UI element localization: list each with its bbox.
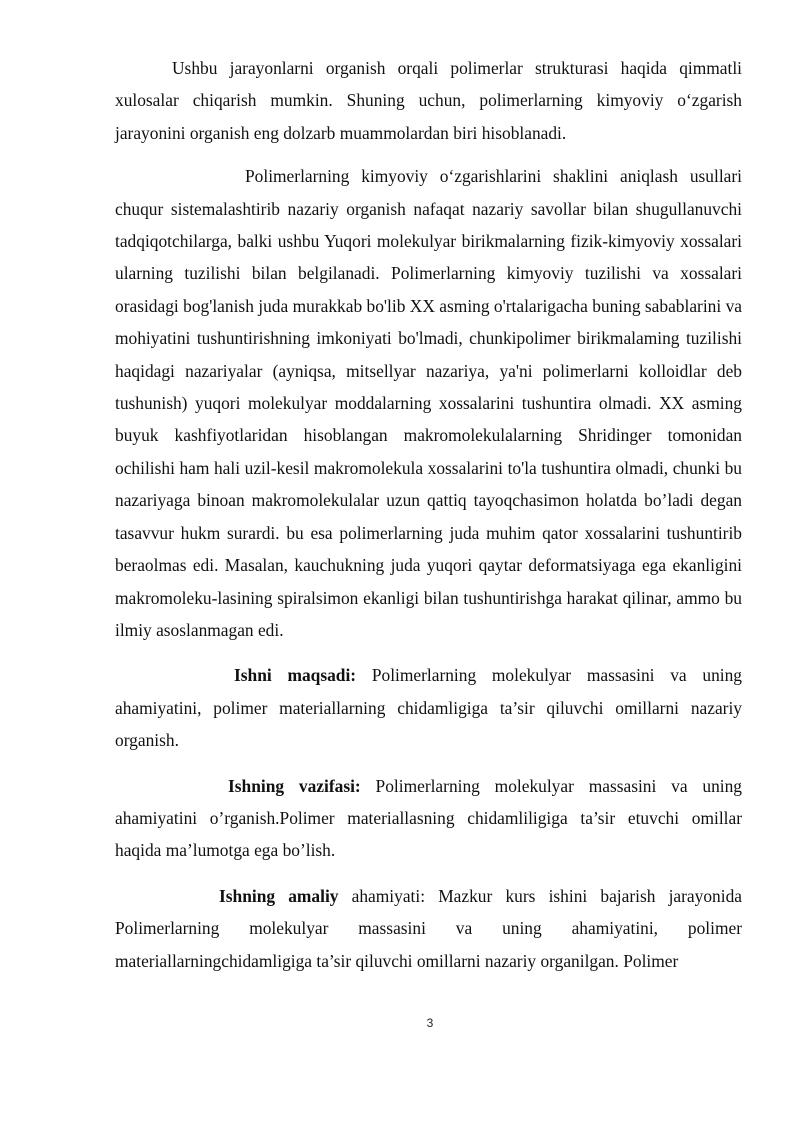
practical-label: Ishning amaliy <box>219 885 339 906</box>
paragraph-goal <box>115 659 742 756</box>
paragraph-practical <box>115 880 742 977</box>
task-label: Ishning vazifasi: <box>228 775 361 796</box>
task-text: Polimerlarning molekulyar massasini va uning ahamiyatini o’rganish.Polimer materiallasning chidamliligiga ta’sir etuvchi omillar haqida ma’lumotga ega bo’lish. <box>115 775 742 861</box>
goal-label: Ishni maqsadi: <box>234 665 357 686</box>
paragraph-task <box>115 770 742 867</box>
paragraph-intro: Ushbu jarayonlarni organish orqali polimerlar strukturasi haqida qimmatli xulosalar chiqarish mumkin. Shuning uchun, polimerlarning kimyoviy o‘zgarish jarayonini organish eng dolzarb muammolardan biri hisoblanadi. <box>115 58 742 143</box>
goal-text: Polimerlarning molekulyar massasini va uning ahamiyatini, polimer materiallarning chidamligiga ta’sir qiluvchi omillarni nazariy organish. <box>115 665 743 751</box>
practical-text: ahamiyati: Mazkur kurs ishini bajarish jarayonida Polimerlarning molekulyar massasini va uning ahamiyatini, polimer materiallarningchidamligiga ta’sir qiluvchi omillarni nazariy organilgan. Polimer <box>115 885 742 971</box>
page-number: 3 <box>426 1016 434 1030</box>
paragraph-chemical-changes: Polimerlarning kimyoviy o‘zgarishlarini shaklini aniqlash usullari chuqur sistemalashtirib nazariy organish nafaqat nazariy savollar bilan shugullanuvchi tadqiqotchilarga, balki ushbu Yuqori molekulyar birikmalarning fizik-kimyoviy xossalari ularning tuzilishi bilan belgilanadi. Polimerlarning kimyoviy tuzilishi va xossalari orasidagi bog'lanish juda murakkab bo'lib XX asming o'rtalarigacha buning sabablarini va mohiyatini tushuntirishning imkoniyati bo'lmadi, chunkipolimer birikmalaming tuzilishi haqidagi nazariyalar (ayniqsa, mitsellyar nazariya, ya'ni polimerlarni kolloidlar deb tushunish) yuqori molekulyar moddalarning xossalarini tushuntira olmadi. XX asming buyuk kashfiyotlaridan hisoblangan makromolekulalarning Shridinger tomonidan ochilishi ham hali uzil-kesil makromolekula xossalarini to'la tushuntira olmadi, chunki bu nazariyaga binoan makromolekulalar uzun qattiq tayoqchasimon holatda bo’ladi degan tasavvur hukm surardi. bu esa polimerlarning juda muhim qator xossalarini tushuntirib beraolmas edi. Masalan, kauchukning juda yuqori qaytar deformatsiyaga ega ekanligini makromoleku-lasining spiralsimon ekanligi bilan tushuntirishga harakat qilinar, ammo bu ilmiy asoslanmagan edi. <box>115 166 742 640</box>
